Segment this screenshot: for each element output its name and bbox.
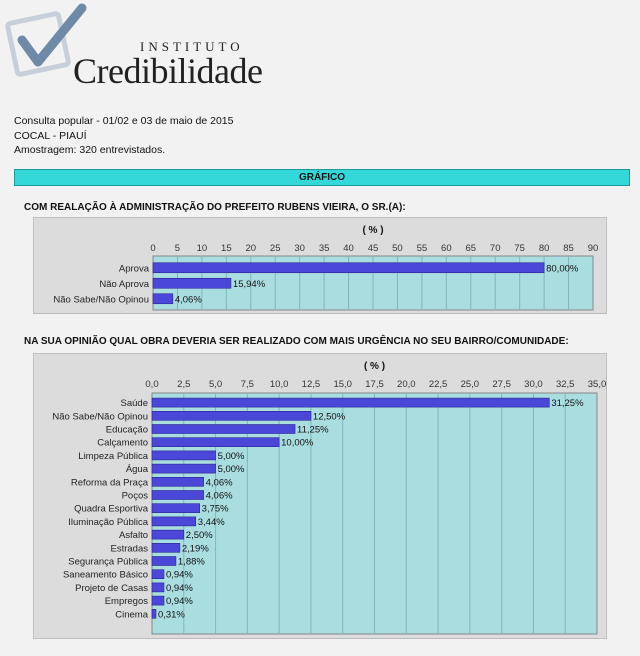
logo-small-text: INSTITUTO: [140, 39, 244, 54]
value-label: 0,94%: [165, 582, 193, 594]
tick-label: 5: [174, 243, 181, 254]
category-label: Estradas: [110, 543, 148, 555]
value-label: 0,31%: [157, 609, 185, 621]
tick-label: 70: [489, 243, 501, 254]
value-label: 11,25%: [297, 424, 329, 436]
tick-label: 10,0: [269, 379, 289, 390]
bar: [152, 609, 156, 618]
tick-label: 55: [416, 243, 428, 254]
value-label: 0,94%: [165, 569, 193, 581]
bar: [152, 504, 200, 513]
category-label: Saneamento Básico: [62, 569, 148, 581]
category-label: Aprova: [118, 263, 149, 275]
bar: [152, 438, 279, 447]
tick-label: 65: [465, 243, 477, 254]
tick-label: 12,5: [301, 379, 321, 390]
tick-label: 25,0: [460, 379, 480, 390]
bar: [152, 425, 295, 434]
tick-label: 32,5: [555, 379, 575, 390]
tick-label: 85: [563, 243, 574, 254]
tick-label: 20,0: [397, 379, 416, 390]
tick-label: 5,0: [208, 379, 223, 390]
tick-label: 60: [441, 243, 452, 254]
logo-title: Credibilidade: [73, 51, 263, 91]
bar: [152, 543, 180, 552]
logo: [0, 0, 300, 100]
section-header: GRÁFICO: [14, 169, 630, 186]
category-label: Poços: [121, 490, 148, 502]
category-label: Não Sabe/Não Opinou: [53, 294, 149, 306]
value-label: 3,75%: [201, 503, 229, 515]
value-label: 4,06%: [205, 490, 233, 502]
category-label: Não Aprova: [99, 278, 149, 290]
bar: [152, 491, 204, 500]
survey-date: Consulta popular - 01/02 e 03 de maio de 2015: [14, 115, 234, 127]
tick-label: 50: [392, 243, 403, 254]
axis-title: ( % ): [362, 225, 384, 236]
approval-chart: [34, 218, 606, 313]
category-label: Calçamento: [97, 437, 148, 449]
tick-label: 35,0: [587, 379, 606, 390]
tick-label: 35: [318, 243, 330, 254]
chart2-panel: [33, 353, 607, 639]
chart2-title: NA SUA OPINIÃO QUAL OBRA DEVERIA SER REALIZADO COM MAIS URGÊNCIA NO SEU BAIRRO/COMUNIDADE:: [24, 336, 569, 347]
value-label: 80,00%: [546, 263, 579, 275]
category-label: Limpeza Pública: [78, 450, 148, 462]
tick-label: 30,0: [524, 379, 543, 390]
bar: [152, 398, 549, 407]
tick-label: 30: [294, 243, 305, 254]
tick-label: 27,5: [492, 379, 511, 390]
chart1-panel: [33, 217, 607, 314]
bar: [152, 570, 164, 579]
bar: [152, 411, 311, 420]
bar: [152, 530, 184, 539]
category-label: Saúde: [120, 398, 148, 410]
category-label: Cinema: [115, 609, 148, 621]
category-label: Asfalto: [118, 530, 148, 542]
value-label: 15,94%: [232, 278, 266, 290]
priorities-chart: [34, 354, 606, 638]
bar: [152, 596, 164, 605]
tick-label: 15,0: [333, 379, 352, 390]
tick-label: 10: [196, 243, 208, 254]
bar: [152, 451, 216, 460]
bar: [153, 294, 173, 304]
value-label: 2,50%: [185, 530, 213, 542]
tick-label: 40: [343, 243, 354, 254]
tick-label: 0: [150, 243, 156, 254]
category-label: Empregos: [104, 596, 148, 608]
tick-label: 22,5: [428, 379, 448, 390]
tick-label: 45: [367, 243, 379, 254]
value-label: 4,06%: [174, 294, 202, 306]
bar: [152, 464, 216, 473]
value-label: 2,19%: [181, 543, 209, 555]
survey-info: [14, 114, 234, 158]
tick-label: 20: [245, 243, 257, 254]
value-label: 0,94%: [165, 596, 193, 608]
tick-label: 25: [269, 243, 281, 254]
tick-label: 7,5: [240, 379, 254, 390]
category-label: Não Sabe/Não Opinou: [52, 411, 148, 423]
category-label: Reforma da Praça: [70, 477, 148, 489]
tick-label: 0,0: [145, 379, 159, 390]
tick-label: 80: [538, 243, 550, 254]
category-label: Iluminação Pública: [68, 516, 148, 528]
tick-label: 2,5: [177, 379, 191, 390]
value-label: 1,88%: [177, 556, 205, 568]
tick-label: 75: [514, 243, 525, 254]
category-label: Quadra Esportiva: [74, 503, 148, 515]
tick-label: 17,5: [365, 379, 384, 390]
chart1-title: COM REALAÇÃO À ADMINISTRAÇÃO DO PREFEITO RUBENS VIEIRA, O SR.(A):: [24, 202, 406, 213]
value-label: 31,25%: [551, 398, 584, 410]
category-label: Segurança Pública: [68, 556, 148, 568]
bar: [153, 263, 544, 273]
tick-label: 90: [587, 243, 599, 254]
bar: [153, 278, 231, 288]
value-label: 4,06%: [205, 477, 233, 489]
value-label: 5,00%: [217, 450, 245, 462]
value-label: 12,50%: [312, 411, 346, 423]
value-label: 10,00%: [281, 437, 314, 449]
bar: [152, 557, 176, 566]
tick-label: 15: [221, 243, 232, 254]
survey-sample: Amostragem: 320 entrevistados.: [14, 144, 166, 156]
bar: [152, 583, 164, 592]
category-label: Água: [125, 464, 148, 476]
bar: [152, 517, 196, 526]
bar: [152, 477, 204, 486]
axis-title: ( % ): [363, 361, 386, 372]
value-label: 3,44%: [197, 516, 225, 528]
category-label: Projeto de Casas: [75, 582, 148, 594]
survey-location: COCAL - PIAUÍ: [14, 129, 87, 142]
category-label: Educação: [105, 424, 148, 436]
value-label: 5,00%: [217, 464, 245, 476]
